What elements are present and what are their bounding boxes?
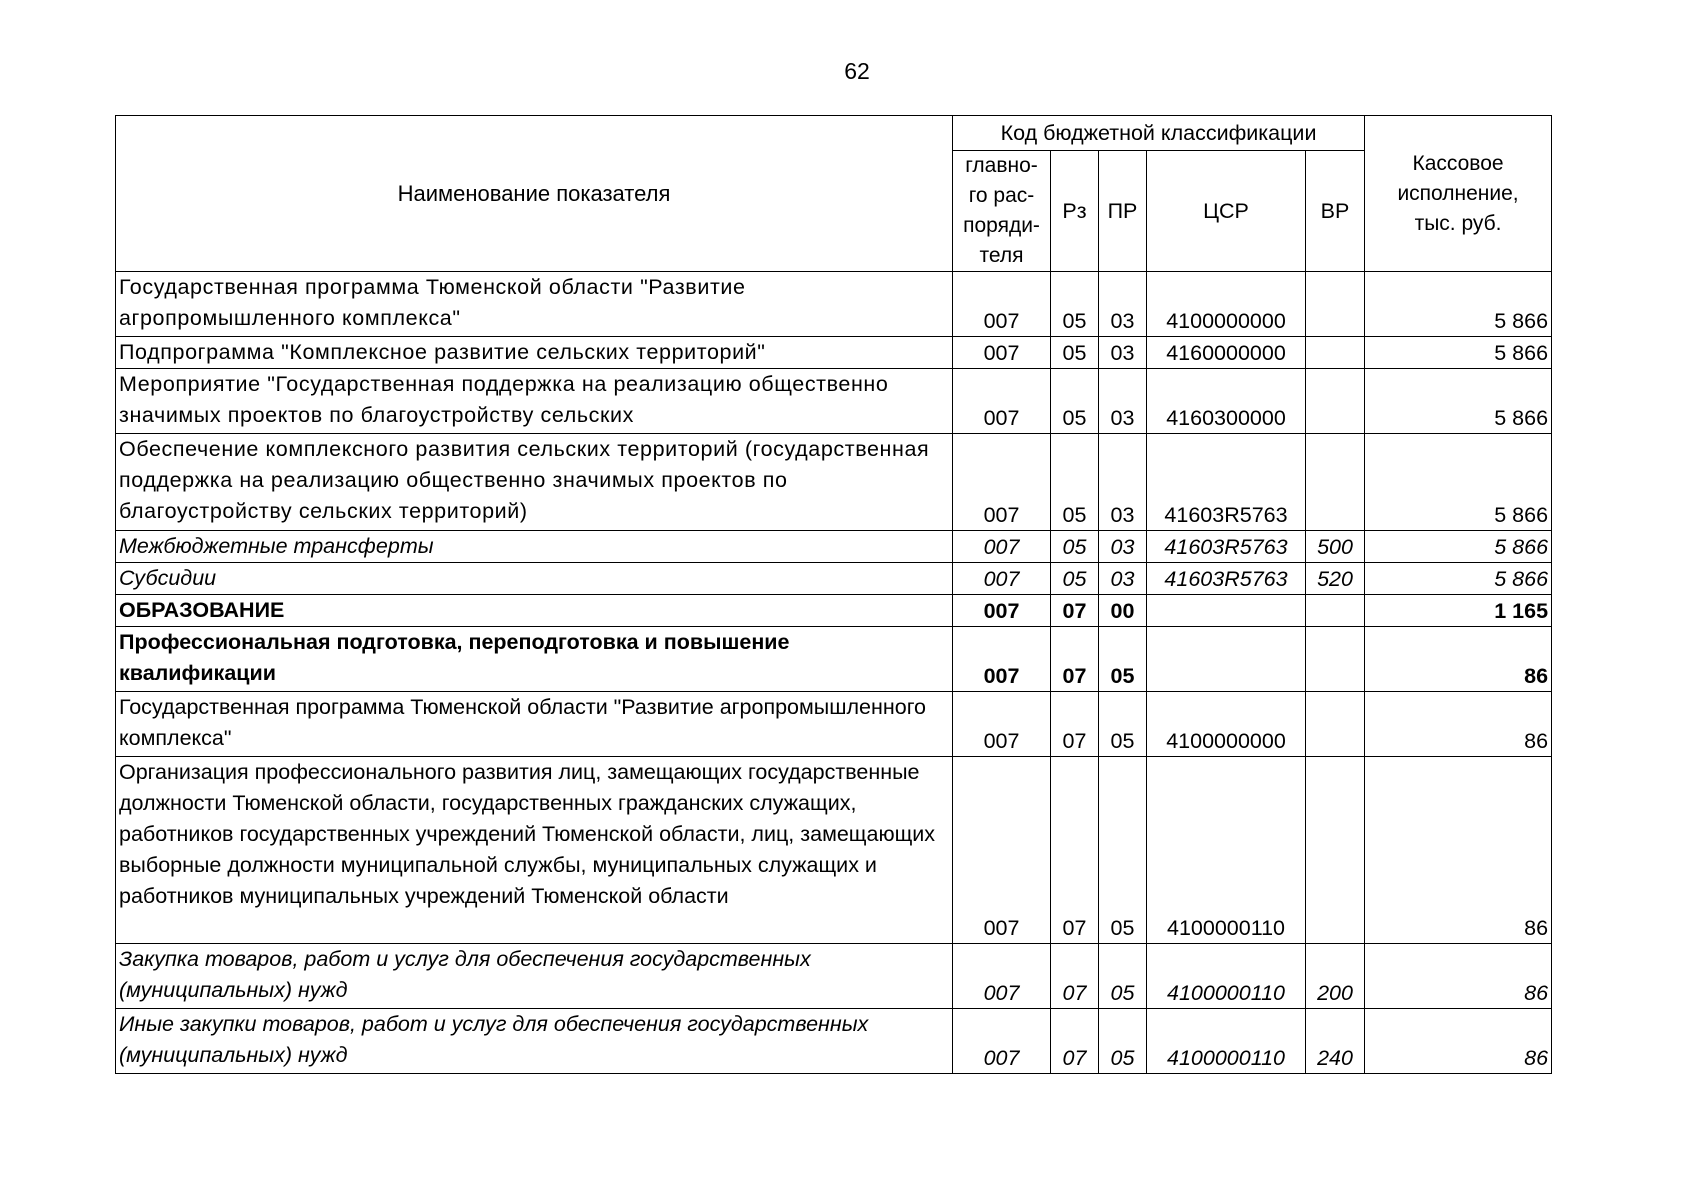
header-vr: ВР xyxy=(1306,151,1365,272)
row-glavny: 007 xyxy=(953,627,1051,692)
row-vr xyxy=(1306,757,1365,944)
table-row xyxy=(116,563,1552,595)
row-rz: 05 xyxy=(1051,272,1099,337)
row-csr: 41603R5763 xyxy=(1147,434,1306,531)
row-rz: 05 xyxy=(1051,434,1099,531)
row-vr xyxy=(1306,434,1365,531)
row-rz: 07 xyxy=(1051,692,1099,757)
row-amount: 86 xyxy=(1365,944,1552,1009)
header-glavny xyxy=(953,151,1051,272)
row-glavny: 007 xyxy=(953,757,1051,944)
header-rz: Рз xyxy=(1051,151,1099,272)
row-name: Межбюджетные трансферты xyxy=(116,531,953,563)
row-vr xyxy=(1306,627,1365,692)
row-rz: 05 xyxy=(1051,563,1099,595)
table-row xyxy=(116,369,1552,434)
table-row xyxy=(116,627,1552,692)
row-glavny: 007 xyxy=(953,369,1051,434)
row-vr: 200 xyxy=(1306,944,1365,1009)
header-glavny-line: го рас- xyxy=(968,184,1035,207)
row-amount: 5 866 xyxy=(1365,337,1552,369)
table-row xyxy=(116,1009,1552,1074)
table-row xyxy=(116,531,1552,563)
row-vr xyxy=(1306,595,1365,627)
row-pr: 05 xyxy=(1099,944,1147,1009)
row-csr: 4100000110 xyxy=(1147,757,1306,944)
row-pr: 00 xyxy=(1099,595,1147,627)
row-vr: 520 xyxy=(1306,563,1365,595)
table-row xyxy=(116,692,1552,757)
row-name: Организация профессионального развития лиц, замещающих государственные должности Тюменской области, государственных гражданских служащих, работников государственных учреждений Тюменской области, лиц, замещающих выборные должности муниципальной службы, муниципальных служащих и работников муниципальных учреждений Тюменской области xyxy=(116,757,953,944)
row-name: Подпрограмма "Комплексное развитие сельских территорий" xyxy=(116,337,953,369)
table-row xyxy=(116,434,1552,531)
row-pr: 05 xyxy=(1099,757,1147,944)
row-amount: 5 866 xyxy=(1365,531,1552,563)
row-vr xyxy=(1306,272,1365,337)
row-csr: 4160000000 xyxy=(1147,337,1306,369)
row-name: Государственная программа Тюменской области "Развитие агропромышленного комплекса" xyxy=(116,692,953,757)
row-amount: 1 165 xyxy=(1365,595,1552,627)
row-name: Закупка товаров, работ и услуг для обеспечения государственных (муниципальных) нужд xyxy=(116,944,953,1009)
row-vr xyxy=(1306,369,1365,434)
row-csr: 4100000110 xyxy=(1147,944,1306,1009)
row-csr: 4160300000 xyxy=(1147,369,1306,434)
row-glavny: 007 xyxy=(953,692,1051,757)
row-glavny: 007 xyxy=(953,531,1051,563)
table-row xyxy=(116,337,1552,369)
header-kassa xyxy=(1365,116,1552,272)
row-pr: 03 xyxy=(1099,434,1147,531)
row-glavny: 007 xyxy=(953,337,1051,369)
row-name: Мероприятие "Государственная поддержка на реализацию общественно значимых проектов по благоустройству сельских xyxy=(116,369,953,434)
row-amount: 5 866 xyxy=(1365,369,1552,434)
row-rz: 07 xyxy=(1051,757,1099,944)
row-glavny: 007 xyxy=(953,1009,1051,1074)
row-rz: 07 xyxy=(1051,1009,1099,1074)
row-amount: 5 866 xyxy=(1365,563,1552,595)
header-kbk-group: Код бюджетной классификации xyxy=(953,116,1365,151)
row-csr: 41603R5763 xyxy=(1147,531,1306,563)
row-vr: 240 xyxy=(1306,1009,1365,1074)
row-glavny: 007 xyxy=(953,944,1051,1009)
row-rz: 07 xyxy=(1051,595,1099,627)
header-kassa-line: Кассовое xyxy=(1412,151,1504,175)
row-name: Субсидии xyxy=(116,563,953,595)
header-pr: ПР xyxy=(1099,151,1147,272)
row-pr: 03 xyxy=(1099,563,1147,595)
row-csr: 41603R5763 xyxy=(1147,563,1306,595)
row-name: Профессиональная подготовка, переподготовка и повышение квалификации xyxy=(116,627,953,692)
row-vr: 500 xyxy=(1306,531,1365,563)
header-glavny-line: теля xyxy=(979,244,1024,267)
row-name: Иные закупки товаров, работ и услуг для обеспечения государственных (муниципальных) нужд xyxy=(116,1009,953,1074)
header-row-1 xyxy=(116,116,1552,151)
table-row xyxy=(116,272,1552,337)
row-rz: 05 xyxy=(1051,369,1099,434)
row-pr: 03 xyxy=(1099,272,1147,337)
row-csr xyxy=(1147,627,1306,692)
row-name: Государственная программа Тюменской области "Развитие агропромышленного комплекса" xyxy=(116,272,953,337)
row-amount: 86 xyxy=(1365,692,1552,757)
header-glavny-line: поряди- xyxy=(963,214,1040,237)
row-vr xyxy=(1306,692,1365,757)
row-glavny: 007 xyxy=(953,563,1051,595)
row-pr: 03 xyxy=(1099,369,1147,434)
row-rz: 07 xyxy=(1051,627,1099,692)
row-rz: 07 xyxy=(1051,944,1099,1009)
header-name: Наименование показателя xyxy=(116,116,953,272)
table-row xyxy=(116,595,1552,627)
table-row xyxy=(116,944,1552,1009)
row-name: Обеспечение комплексного развития сельских территорий (государственная поддержка на реализацию общественно значимых проектов по благоустройству сельских территорий) xyxy=(116,434,953,531)
row-amount: 86 xyxy=(1365,757,1552,944)
row-amount: 86 xyxy=(1365,1009,1552,1074)
row-csr: 4100000000 xyxy=(1147,272,1306,337)
row-rz: 05 xyxy=(1051,531,1099,563)
header-glavny-line: главно- xyxy=(965,154,1038,177)
row-pr: 05 xyxy=(1099,692,1147,757)
row-name: ОБРАЗОВАНИЕ xyxy=(116,595,953,627)
row-glavny: 007 xyxy=(953,272,1051,337)
row-vr xyxy=(1306,337,1365,369)
row-amount: 5 866 xyxy=(1365,272,1552,337)
header-kassa-line: тыс. руб. xyxy=(1414,211,1502,235)
row-pr: 05 xyxy=(1099,1009,1147,1074)
row-csr: 4100000000 xyxy=(1147,692,1306,757)
row-glavny: 007 xyxy=(953,595,1051,627)
header-kassa-line: исполнение, xyxy=(1397,181,1519,205)
row-csr: 4100000110 xyxy=(1147,1009,1306,1074)
row-pr: 03 xyxy=(1099,531,1147,563)
row-amount: 86 xyxy=(1365,627,1552,692)
row-amount: 5 866 xyxy=(1365,434,1552,531)
header-csr: ЦСР xyxy=(1147,151,1306,272)
page-number: 62 xyxy=(844,58,870,84)
row-pr: 05 xyxy=(1099,627,1147,692)
row-rz: 05 xyxy=(1051,337,1099,369)
row-glavny: 007 xyxy=(953,434,1051,531)
table-row xyxy=(116,757,1552,944)
budget-table xyxy=(115,115,1552,1074)
row-csr xyxy=(1147,595,1306,627)
row-pr: 03 xyxy=(1099,337,1147,369)
